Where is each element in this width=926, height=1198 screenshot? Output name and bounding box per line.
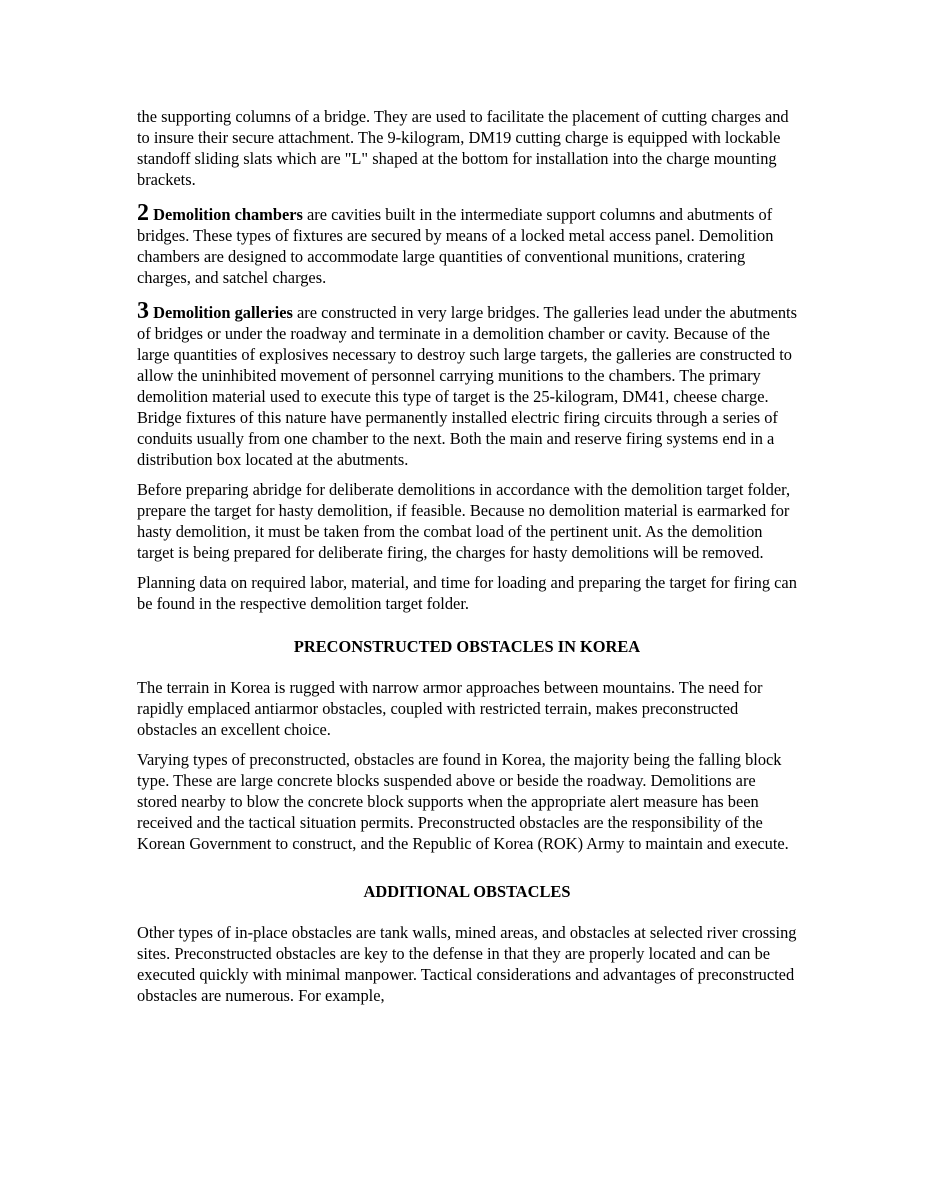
paragraph-prepare: Before preparing abridge for deliberate demolitions in accordance with the demolition target folder, prepare the target for hasty demolition, if feasible. Because no demolition material is earmarked for hasty demolition, it must be taken from the combat load of the pertinent unit. As the demolition target is being prepared for deliberate firing, the charges for hasty demolitions will be removed. [137,480,791,562]
item-text: are cavities built in the intermediate support columns and abutments of bridges. These types of fixtures are secured by means of a locked metal access panel. Demolition chambers are designed to accommodate large quantities of conventional munitions, cratering charges, and satchel charges. [137,205,774,287]
item-text: are constructed in very large bridges. The galleries lead under the abutments of bridges or under the roadway and terminate in a demolition chamber or cavity. Because of the large quantities of explosives necessary to destroy such large targets, the galleries are constructed to allow the uninhibited movement of personnel carrying munitions to the chambers. The primary demolition material used to execute this type of target is the 25-kilogram, DM41, cheese charge. Bridge fixtures of this nature have permanently installed electric firing circuits through a series of conduits usually from one chamber to the next. Both the main and reserve firing systems end in a distribution box located at the abutments. [137,303,797,469]
item-term: Demolition galleries [153,303,293,322]
korea-paragraph: Varying types of preconstructed, obstacles are found in Korea, the majority being the falling block type. These are large concrete blocks suspended above or beside the roadway. Demolitions are stored nearby to blow the concrete block supports when the appropriate alert measure has been received and the tactical situation permits. Preconstructed obstacles are the responsibility of the Korean Government to construct, and the Republic of Korea (ROK) Army to maintain and execute. [137,750,789,853]
paragraph-planning: Planning data on required labor, material, and time for loading and preparing the target for firing can be found in the respective demolition target folder. [137,573,797,613]
section-heading-additional: ADDITIONAL OBSTACLES [363,882,571,901]
item-term: Demolition chambers [153,205,303,224]
section-heading-korea: PRECONSTRUCTED OBSTACLES IN KOREA [293,637,641,656]
item-number: 3 [137,298,149,324]
intro-paragraph: the supporting columns of a bridge. They are used to facilitate the placement of cutting charges and to insure their secure attachment. The 9-kilogram, DM19 cutting charge is equipped with lockable standoff sliding slats which are "L" shaped at the bottom for installation into the charge mounting brackets. [137,107,789,189]
additional-paragraph: Other types of in-place obstacles are tank walls, mined areas, and obstacles at selected river crossing sites. Preconstructed obstacles are key to the defense in that they are properly located and can be executed quickly with minimal manpower. Tactical considerations and advantages of preconstructed obstacles are numerous. For example, [137,923,797,1005]
item-number: 2 [137,200,149,226]
item-demolition-galleries [137,298,797,470]
korea-paragraph: The terrain in Korea is rugged with narrow armor approaches between mountains. The need for rapidly emplaced antiarmor obstacles, coupled with restricted terrain, makes preconstructed obstacles an excellent choice. [137,678,763,739]
document-page [137,106,797,1015]
item-demolition-chambers [137,200,797,288]
